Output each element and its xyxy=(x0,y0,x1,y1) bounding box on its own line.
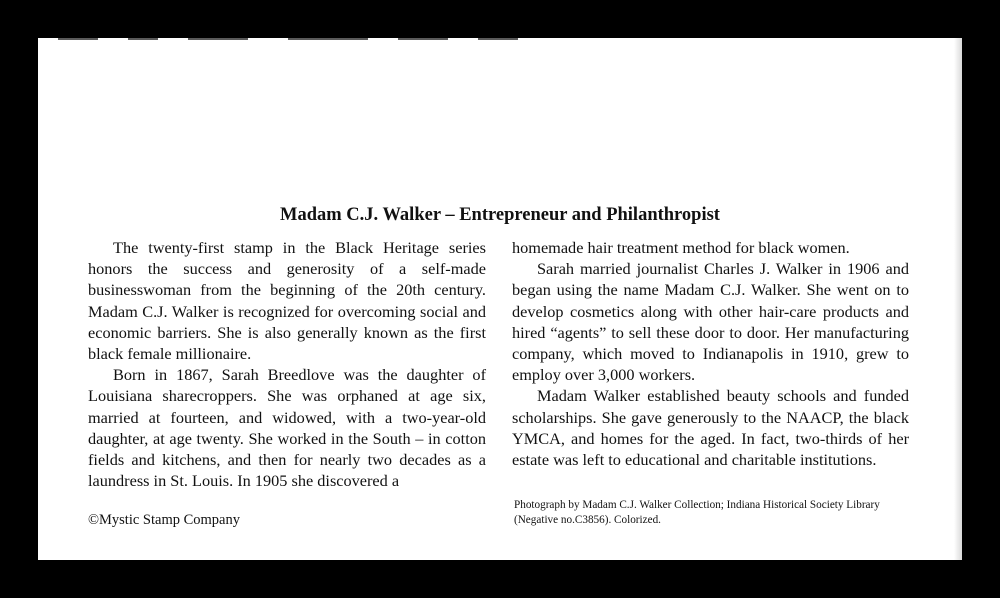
photo-credit xyxy=(514,498,924,528)
envelope-card xyxy=(38,38,962,560)
right-paragraph-2: Sarah married journalist Charles J. Walker in 1906 and began using the name Madam C.J. Walker. She went on to develop cosmetics along with other hair-care products and hired “agents” to sell these door to door. Her manufacturing company, which moved to Indianapolis in 1910, grew to employ over 3,000 workers. xyxy=(512,259,909,385)
photo-credit-line-2: (Negative no.C3856). Colorized. xyxy=(514,514,661,526)
copyright-notice: ©Mystic Stamp Company xyxy=(88,512,240,528)
right-column xyxy=(512,237,909,470)
torn-edge-marks xyxy=(38,38,962,42)
photo-credit-line-1: Photograph by Madam C.J. Walker Collection; Indiana Historical Society Library xyxy=(514,499,880,511)
left-paragraph-2: Born in 1867, Sarah Breedlove was the daughter of Louisiana sharecroppers. She was orphaned at age six, married at fourteen, and widowed, with a two-year-old daughter, at age twenty. She worked in the South – in cotton fields and kitchens, and then for nearly two decades as a laundress in St. Louis. In 1905 she discovered a xyxy=(88,365,486,491)
right-paragraph-3: Madam Walker established beauty schools and funded scholarships. She gave generously to the NAACP, the black YMCA, and homes for the aged. In fact, two-thirds of her estate was left to educational and charitable institutions. xyxy=(512,386,909,470)
left-column xyxy=(88,237,486,491)
right-paragraph-1: homemade hair treatment method for black women. xyxy=(512,238,850,257)
article-title: Madam C.J. Walker – Entrepreneur and Philanthropist xyxy=(280,205,720,225)
left-paragraph-1: The twenty-first stamp in the Black Heritage series honors the success and generosity of a self-made businesswoman from the beginning of the 20th century. Madam C.J. Walker is recognized for overcoming social and economic barriers. She is also generally known as the first black female millionaire. xyxy=(88,238,486,364)
